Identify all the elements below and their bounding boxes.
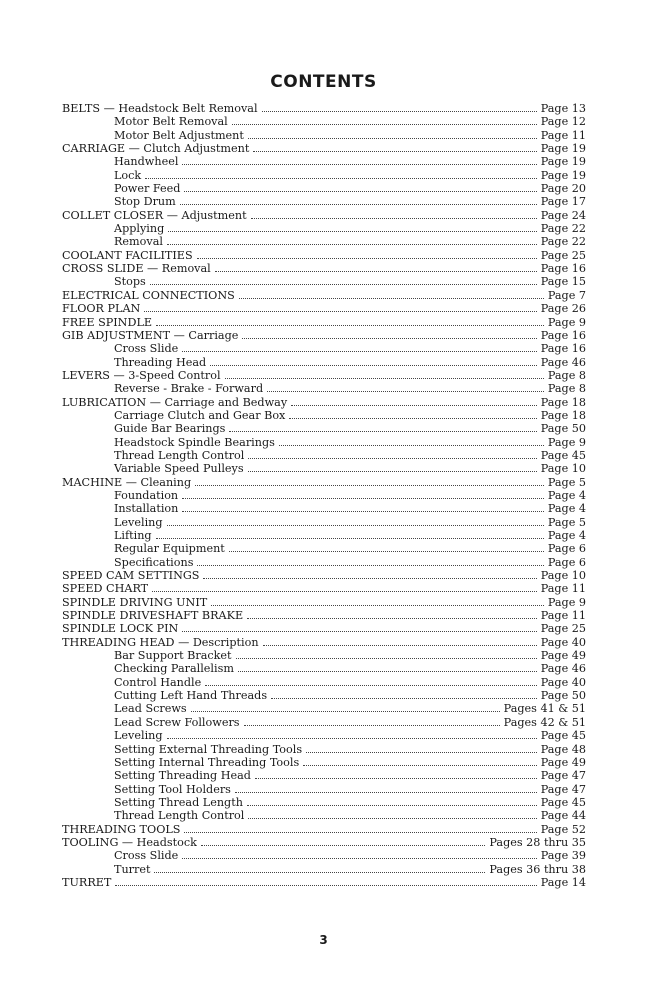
toc-entry-label: LEVERS — 3-Speed Control — [62, 368, 221, 382]
toc-entry-page: Page 4 — [547, 529, 586, 542]
toc-entry-page: Page 18 — [540, 395, 586, 409]
toc-entry — [62, 209, 586, 222]
toc-entry-label: Power Feed — [114, 182, 181, 196]
toc-entry-label: SPINDLE DRIVING UNIT — [62, 595, 208, 609]
toc-entry-label: Reverse - Brake - Forward — [114, 382, 264, 396]
toc-entry — [62, 262, 586, 275]
dot-leader — [115, 885, 536, 886]
toc-entry-label: COLLET CLOSER — Adjustment — [62, 208, 247, 222]
toc-entry — [62, 622, 586, 635]
toc-entry-page: Page 40 — [540, 675, 586, 689]
toc-entry — [62, 756, 586, 769]
toc-entry — [62, 689, 586, 702]
dot-leader — [184, 191, 536, 192]
toc-entry-page: Page 49 — [540, 649, 586, 663]
toc-entry — [62, 382, 586, 395]
dot-leader — [205, 685, 537, 686]
toc-entry-label: Stop Drum — [114, 195, 176, 209]
toc-entry — [62, 356, 586, 369]
toc-entry — [62, 222, 586, 235]
toc-entry-label: Removal — [114, 235, 163, 249]
toc-entry-page: Page 47 — [540, 782, 586, 796]
toc-entry-label: Applying — [114, 222, 165, 236]
toc-entry — [62, 596, 586, 609]
toc-entry — [62, 422, 586, 435]
toc-entry-page: Page 20 — [540, 182, 586, 196]
toc-entry-page: Page 15 — [540, 275, 586, 289]
toc-entry-label: SPINDLE DRIVESHAFT BRAKE — [62, 609, 244, 623]
toc-entry-label: SPEED CHART — [62, 582, 149, 596]
toc-entry-label: Setting Threading Head — [114, 769, 251, 783]
page-number: 3 — [319, 933, 328, 947]
toc-entry-page: Page 11 — [540, 582, 586, 596]
toc-entry — [62, 783, 586, 796]
toc-entry-page: Page 45 — [540, 448, 586, 462]
toc-entry-label: Turret — [114, 862, 151, 876]
dot-leader — [229, 431, 536, 432]
toc-entry-page: Page 10 — [540, 569, 586, 583]
toc-entry-page: Page 19 — [540, 168, 586, 182]
dot-leader — [184, 832, 536, 833]
dot-leader — [167, 525, 544, 526]
toc-entry-page: Page 4 — [547, 488, 586, 502]
toc-entry — [62, 129, 586, 142]
toc-entry-page: Page 13 — [540, 102, 586, 115]
toc-entry-label: THREADING TOOLS — [62, 822, 181, 836]
dot-leader — [247, 618, 537, 619]
toc-entry-label: CARRIAGE — Clutch Adjustment — [62, 142, 250, 156]
toc-entry-label: Motor Belt Removal — [114, 115, 228, 129]
table-of-contents — [62, 102, 586, 889]
dot-leader — [182, 631, 536, 632]
toc-entry — [62, 662, 586, 675]
toc-entry-label: ELECTRICAL CONNECTIONS — [62, 288, 235, 302]
dot-leader — [289, 418, 536, 419]
toc-entry-page: Page 22 — [540, 235, 586, 249]
toc-entry-page: Page 25 — [540, 248, 586, 262]
dot-leader — [156, 538, 544, 539]
toc-entry-label: THREADING HEAD — Description — [62, 635, 259, 649]
toc-entry-label: BELTS — Headstock Belt Removal — [62, 102, 258, 115]
toc-entry-label: Regular Equipment — [114, 542, 225, 556]
toc-entry-label: Stops — [114, 275, 146, 289]
toc-entry-page: Page 5 — [547, 475, 586, 489]
toc-entry — [62, 649, 586, 662]
toc-entry-label: Lead Screw Followers — [114, 715, 240, 729]
dot-leader — [180, 204, 537, 205]
toc-entry-page: Pages 36 thru 38 — [489, 862, 586, 876]
toc-entry — [62, 102, 586, 115]
dot-leader — [152, 591, 537, 592]
page-title: CONTENTS — [270, 72, 377, 92]
dot-leader — [244, 725, 500, 726]
toc-entry-page: Pages 28 thru 35 — [489, 835, 586, 849]
toc-entry — [62, 169, 586, 182]
dot-leader — [168, 231, 536, 232]
dot-leader — [195, 485, 544, 486]
toc-entry-page: Page 7 — [547, 288, 586, 302]
toc-entry-label: SPEED CAM SETTINGS — [62, 569, 200, 583]
toc-entry-page: Page 6 — [547, 542, 586, 556]
dot-leader — [279, 445, 544, 446]
toc-entry-page: Pages 41 & 51 — [503, 702, 586, 716]
dot-leader — [253, 151, 536, 152]
toc-entry — [62, 849, 586, 862]
toc-entry — [62, 516, 586, 529]
toc-entry — [62, 182, 586, 195]
toc-entry-page: Page 19 — [540, 142, 586, 156]
toc-entry — [62, 729, 586, 742]
toc-entry — [62, 275, 586, 288]
toc-entry-label: Thread Length Control — [114, 448, 245, 462]
dot-leader — [150, 284, 537, 285]
dot-leader — [267, 391, 544, 392]
toc-entry-page: Page 11 — [540, 128, 586, 142]
toc-entry-label: Lock — [114, 168, 142, 182]
toc-entry-label: Specifications — [114, 555, 194, 569]
toc-entry-label: Leveling — [114, 729, 163, 743]
toc-entry — [62, 449, 586, 462]
toc-entry-page: Page 25 — [540, 622, 586, 636]
toc-entry-page: Page 26 — [540, 302, 586, 316]
toc-entry-label: Lead Screws — [114, 702, 187, 716]
toc-entry — [62, 676, 586, 689]
toc-entry-page: Page 10 — [540, 462, 586, 476]
toc-entry-label: TURRET — [62, 875, 112, 889]
toc-entry — [62, 436, 586, 449]
toc-entry — [62, 529, 586, 542]
toc-entry-page: Page 24 — [540, 208, 586, 222]
toc-entry-page: Page 45 — [540, 795, 586, 809]
dot-leader — [145, 178, 537, 179]
toc-entry — [62, 409, 586, 422]
toc-entry — [62, 863, 586, 876]
dot-leader — [156, 325, 544, 326]
toc-entry-page: Page 16 — [540, 342, 586, 356]
toc-entry-label: Leveling — [114, 515, 163, 529]
toc-entry-label: Threading Head — [114, 355, 207, 369]
toc-entry — [62, 796, 586, 809]
toc-entry-page: Pages 42 & 51 — [503, 715, 586, 729]
dot-leader — [197, 258, 537, 259]
toc-entry-page: Page 17 — [540, 195, 586, 209]
dot-leader — [182, 164, 536, 165]
toc-entry-label: CROSS SLIDE — Removal — [62, 262, 211, 276]
dot-leader — [182, 511, 543, 512]
dot-leader — [154, 872, 485, 873]
dot-leader — [211, 605, 544, 606]
toc-entry-page: Page 8 — [547, 382, 586, 396]
dot-leader — [232, 124, 537, 125]
toc-entry — [62, 302, 586, 315]
toc-entry-label: Cross Slide — [114, 342, 179, 356]
toc-entry-label: Cross Slide — [114, 849, 179, 863]
toc-entry-label: LUBRICATION — Carriage and Bedway — [62, 395, 288, 409]
dot-leader — [239, 298, 544, 299]
toc-entry-label: Variable Speed Pulleys — [114, 462, 244, 476]
toc-entry-page: Page 8 — [547, 368, 586, 382]
toc-entry-page: Page 44 — [540, 809, 586, 823]
toc-entry — [62, 142, 586, 155]
dot-leader — [263, 645, 537, 646]
toc-entry — [62, 769, 586, 782]
toc-entry — [62, 249, 586, 262]
toc-entry — [62, 569, 586, 582]
dot-leader — [229, 551, 544, 552]
toc-entry — [62, 369, 586, 382]
dot-leader — [201, 845, 485, 846]
toc-entry-label: Checking Parallelism — [114, 662, 234, 676]
dot-leader — [248, 458, 536, 459]
toc-entry-label: Foundation — [114, 488, 179, 502]
toc-entry-label: Setting External Threading Tools — [114, 742, 303, 756]
toc-entry — [62, 836, 586, 849]
dot-leader — [291, 405, 537, 406]
toc-entry-page: Page 9 — [547, 595, 586, 609]
toc-entry — [62, 462, 586, 475]
toc-entry — [62, 155, 586, 168]
toc-entry-page: Page 16 — [540, 328, 586, 342]
toc-entry — [62, 502, 586, 515]
dot-leader — [306, 752, 537, 753]
dot-leader — [203, 578, 536, 579]
toc-entry-page: Page 50 — [540, 422, 586, 436]
toc-entry-label: Headstock Spindle Bearings — [114, 435, 275, 449]
toc-entry-page: Page 47 — [540, 769, 586, 783]
dot-leader — [242, 338, 536, 339]
toc-entry-label: Thread Length Control — [114, 809, 245, 823]
toc-entry — [62, 702, 586, 715]
dot-leader — [210, 365, 537, 366]
toc-entry — [62, 809, 586, 822]
toc-entry-page: Page 19 — [540, 155, 586, 169]
toc-entry-page: Page 9 — [547, 435, 586, 449]
toc-entry-page: Page 9 — [547, 315, 586, 329]
toc-entry-label: Guide Bar Bearings — [114, 422, 226, 436]
toc-entry-page: Page 46 — [540, 355, 586, 369]
toc-entry-page: Page 45 — [540, 729, 586, 743]
toc-entry — [62, 235, 586, 248]
dot-leader — [182, 498, 544, 499]
toc-entry — [62, 115, 586, 128]
dot-leader — [262, 111, 537, 112]
toc-entry — [62, 195, 586, 208]
toc-entry-page: Page 14 — [540, 875, 586, 889]
toc-entry — [62, 489, 586, 502]
dot-leader — [197, 565, 543, 566]
toc-entry — [62, 636, 586, 649]
toc-entry — [62, 716, 586, 729]
dot-leader — [144, 311, 536, 312]
toc-entry-page: Page 18 — [540, 408, 586, 422]
toc-entry — [62, 876, 586, 889]
toc-entry — [62, 743, 586, 756]
toc-entry-page: Page 52 — [540, 822, 586, 836]
toc-entry-page: Page 11 — [540, 609, 586, 623]
toc-entry-label: Setting Tool Holders — [114, 782, 231, 796]
toc-entry-label: Installation — [114, 502, 179, 516]
toc-entry-page: Page 4 — [547, 502, 586, 516]
toc-entry — [62, 609, 586, 622]
toc-entry — [62, 396, 586, 409]
toc-entry — [62, 316, 586, 329]
toc-entry — [62, 542, 586, 555]
toc-entry-page: Page 39 — [540, 849, 586, 863]
toc-entry — [62, 476, 586, 489]
dot-leader — [167, 738, 537, 739]
toc-entry-label: Setting Thread Length — [114, 795, 243, 809]
toc-entry-page: Page 22 — [540, 222, 586, 236]
toc-entry-label: Cutting Left Hand Threads — [114, 689, 268, 703]
toc-entry-label: Control Handle — [114, 675, 202, 689]
dot-leader — [215, 271, 537, 272]
toc-entry-page: Page 6 — [547, 555, 586, 569]
dot-leader — [255, 778, 537, 779]
dot-leader — [167, 244, 537, 245]
dot-leader — [225, 378, 544, 379]
toc-entry-label: GIB ADJUSTMENT — Carriage — [62, 328, 239, 342]
toc-entry — [62, 289, 586, 302]
toc-entry — [62, 823, 586, 836]
dot-leader — [191, 711, 500, 712]
dot-leader — [236, 658, 537, 659]
toc-entry-page: Page 5 — [547, 515, 586, 529]
dot-leader — [248, 818, 536, 819]
dot-leader — [238, 671, 537, 672]
dot-leader — [182, 351, 536, 352]
toc-entry-page: Page 40 — [540, 635, 586, 649]
toc-entry — [62, 582, 586, 595]
toc-entry-label: Carriage Clutch and Gear Box — [114, 408, 286, 422]
toc-entry-label: FREE SPINDLE — [62, 315, 153, 329]
toc-entry-page: Page 50 — [540, 689, 586, 703]
toc-entry-label: SPINDLE LOCK PIN — [62, 622, 179, 636]
toc-entry-label: MACHINE — Cleaning — [62, 475, 192, 489]
toc-entry-label: Motor Belt Adjustment — [114, 128, 244, 142]
toc-entry-page: Page 12 — [540, 115, 586, 129]
toc-entry-label: TOOLING — Headstock — [62, 835, 197, 849]
toc-entry-label: Lifting — [114, 529, 152, 542]
dot-leader — [271, 698, 537, 699]
dot-leader — [248, 471, 537, 472]
toc-entry — [62, 342, 586, 355]
toc-entry-page: Page 49 — [540, 755, 586, 769]
toc-entry-label: Setting Internal Threading Tools — [114, 755, 300, 769]
toc-entry-label: Bar Support Bracket — [114, 649, 232, 663]
dot-leader — [235, 792, 537, 793]
toc-entry-page: Page 46 — [540, 662, 586, 676]
toc-entry-page: Page 16 — [540, 262, 586, 276]
toc-entry-label: Handwheel — [114, 155, 179, 169]
toc-entry-page: Page 48 — [540, 742, 586, 756]
dot-leader — [303, 765, 536, 766]
dot-leader — [247, 805, 537, 806]
dot-leader — [251, 218, 537, 219]
toc-entry — [62, 556, 586, 569]
toc-entry-label: FLOOR PLAN — [62, 302, 141, 316]
dot-leader — [248, 138, 537, 139]
toc-entry-label: COOLANT FACILITIES — [62, 248, 193, 262]
toc-entry — [62, 329, 586, 342]
dot-leader — [182, 858, 536, 859]
